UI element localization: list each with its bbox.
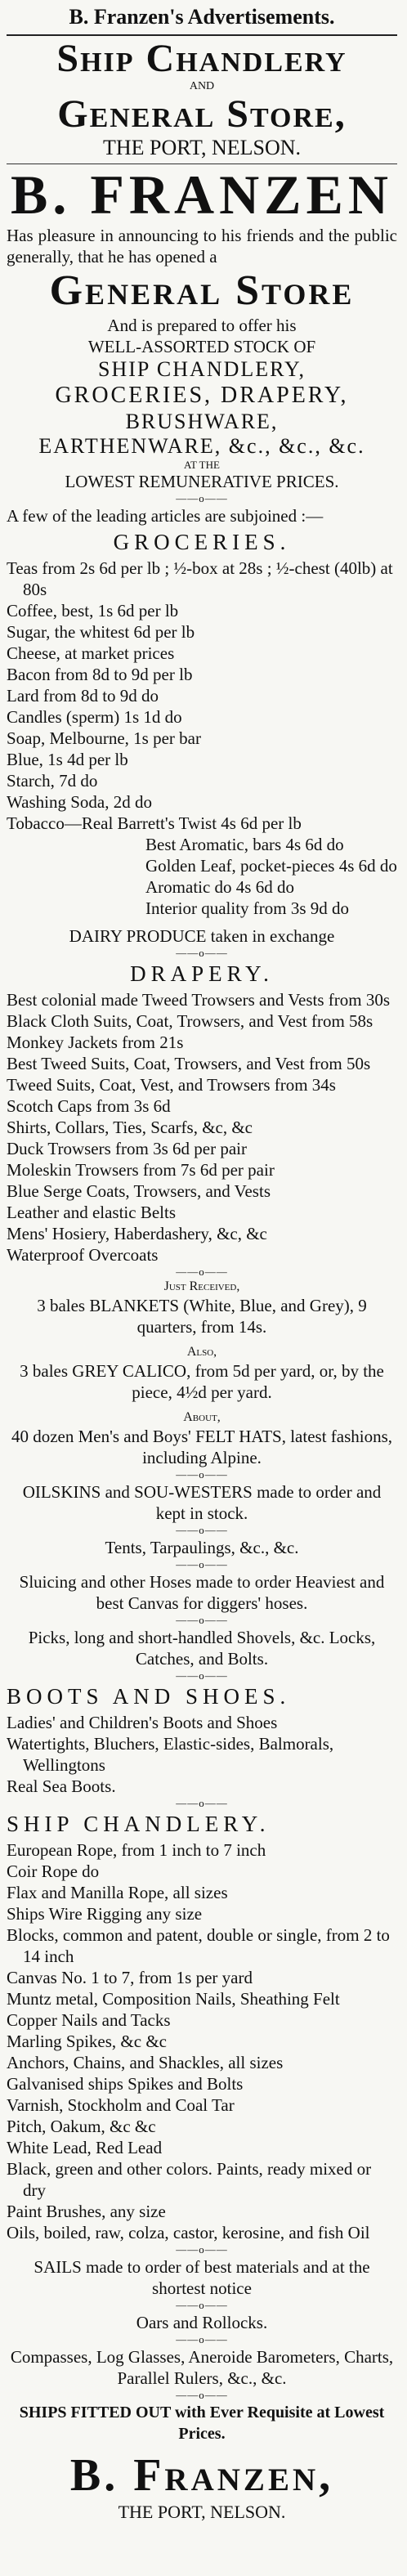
list-item: Anchors, Chains, and Shackles, all sizes xyxy=(7,2053,284,2072)
list-item: Waterproof Overcoats xyxy=(7,1245,159,1265)
lowest-prices-text: LOWEST REMUNERATIVE PRICES. xyxy=(65,472,339,491)
list-item: Starch, 7d do xyxy=(7,771,98,791)
drapery-heading: DRAPERY. xyxy=(130,961,274,986)
groceries-list xyxy=(7,558,397,919)
list-item: Lard from 8d to 9d do xyxy=(7,686,159,706)
title-port: THE PORT, NELSON. xyxy=(102,136,302,159)
list-item: Watertights, Bluchers, Elastic-sides, Balmorals, Wellingtons xyxy=(7,1734,334,1775)
separator: ——o—— xyxy=(176,2243,228,2256)
earthenware-line: EARTHENWARE, &c., &c., &c. xyxy=(38,434,365,458)
list-item: Marling Spikes, &c &c xyxy=(7,2032,167,2051)
separator: ——o—— xyxy=(176,1524,228,1536)
blankets-text: 3 bales BLANKETS (White, Blue, and Grey), 9 quarters, from 14s. xyxy=(37,1296,367,1337)
separator: ——o—— xyxy=(176,1669,228,1682)
groceries-drapery-line: GROCERIES, DRAPERY, xyxy=(55,383,349,408)
list-item: Black Cloth Suits, Coat, Trowsers, and Vest from 58s xyxy=(7,1011,373,1031)
list-item: Cheese, at market prices xyxy=(7,643,175,663)
list-item: Sugar, the whitest 6d per lb xyxy=(7,622,195,642)
title-ship-chandlery: Ship Chandlery xyxy=(56,37,347,80)
list-item: Copper Nails and Tacks xyxy=(7,2010,171,2030)
list-item: White Lead, Red Lead xyxy=(7,2138,163,2157)
list-item: Blue, 1s 4d per lb xyxy=(7,750,128,769)
list-item: Best Tweed Suits, Coat, Trowsers, and Vest from 50s xyxy=(7,1054,371,1073)
picks-text: Picks, long and short-handled Shovels, &c. Locks, Catches, and Bolts. xyxy=(28,1628,376,1669)
separator: ——o—— xyxy=(176,2299,228,2311)
proprietor-name: B. FRANZEN xyxy=(10,164,394,226)
list-item: Scotch Caps from 3s 6d xyxy=(7,1096,171,1116)
articles-intro: A few of the leading articles are subjoined :— xyxy=(7,506,324,526)
list-item: Candles (sperm) 1s 1d do xyxy=(7,707,182,727)
list-item: Coffee, best, 1s 6d per lb xyxy=(7,601,179,620)
compasses-text: Compasses, Log Glasses, Aneroide Barometers, Charts, Parallel Rulers, &c., &c. xyxy=(10,2347,394,2388)
list-item: Golden Leaf, pocket-pieces 4s 6d do xyxy=(145,856,397,876)
header-rule xyxy=(7,34,397,36)
boots-heading: BOOTS AND SHOES. xyxy=(7,1684,291,1709)
list-item: Tobacco—Real Barrett's Twist 4s 6d per lb xyxy=(7,813,302,833)
list-item: Shirts, Collars, Ties, Scarfs, &c, &c xyxy=(7,1118,253,1137)
separator: ——o—— xyxy=(176,1468,228,1481)
separator: ——o—— xyxy=(176,492,228,504)
list-item: Mens' Hosiery, Haberdashery, &c, &c xyxy=(7,1224,267,1243)
chandlery-list xyxy=(7,1839,397,2243)
separator: ——o—— xyxy=(176,1797,228,1809)
list-item: Leather and elastic Belts xyxy=(7,1203,176,1222)
just-received: Just Received, xyxy=(163,1279,240,1293)
oars-text: Oars and Rollocks. xyxy=(136,2313,268,2332)
list-item: Canvas No. 1 to 7, from 1s per yard xyxy=(7,1968,253,1987)
separator: ——o—— xyxy=(176,1614,228,1626)
at-the-text: AT THE xyxy=(184,459,220,471)
tents-text: Tents, Tarpaulings, &c., &c. xyxy=(105,1538,299,1557)
list-item: Duck Trowsers from 3s 6d per pair xyxy=(7,1139,247,1158)
list-item: Flax and Manilla Rope, all sizes xyxy=(7,1883,228,1902)
intro-text: Has pleasure in announcing to his friends and the public generally, that he has opened a xyxy=(7,226,397,267)
oilskins-text: OILSKINS and SOU-WESTERS made to order and kept in stock. xyxy=(22,1482,382,1523)
title-general-store: General Store, xyxy=(57,92,347,136)
sails-text: SAILS made to order of best materials and at the shortest notice xyxy=(34,2257,370,2298)
list-item: Blue Serge Coats, Trowsers, and Vests xyxy=(7,1181,271,1201)
dairy-produce: DAIRY PRODUCE taken in exchange xyxy=(69,926,335,946)
list-item: Bacon from 8d to 9d per lb xyxy=(7,665,193,684)
list-item: Coir Rope do xyxy=(7,1861,100,1881)
brushware-line: BRUSHWARE, xyxy=(125,410,279,433)
list-item: Moleskin Trowsers from 7s 6d per pair xyxy=(7,1160,275,1180)
list-item: Galvanised ships Spikes and Bolts xyxy=(7,2074,244,2094)
list-item: Monkey Jackets from 21s xyxy=(7,1033,184,1052)
list-item: Best Aromatic, bars 4s 6d do xyxy=(145,835,344,854)
boots-list xyxy=(7,1712,397,1797)
list-item: Ladies' and Children's Boots and Shoes xyxy=(7,1713,278,1732)
list-item: Soap, Melbourne, 1s per bar xyxy=(7,728,201,748)
prepared-text: And is prepared to offer his xyxy=(107,316,297,335)
separator: ——o—— xyxy=(176,947,228,959)
general-store-heading: General Store xyxy=(49,267,355,314)
footer-port: THE PORT, NELSON. xyxy=(118,2502,286,2522)
chandlery-heading: SHIP CHANDLERY. xyxy=(7,1812,271,1836)
list-item: Pitch, Oakum, &c &c xyxy=(7,2117,156,2136)
list-item: Black, green and other colors. Paints, ready mixed or dry xyxy=(7,2159,372,2200)
felt-hats-text: 40 dozen Men's and Boys' FELT HATS, latest fashions, including Alpine. xyxy=(11,1427,393,1467)
groceries-heading: GROCERIES. xyxy=(113,530,291,554)
list-item: European Rope, from 1 inch to 7 inch xyxy=(7,1840,266,1860)
well-assorted-text: WELL-ASSORTED STOCK OF xyxy=(87,337,316,356)
list-item: Teas from 2s 6d per lb ; ½-box at 28s ; ½-chest (40lb) at 80s xyxy=(7,558,393,599)
list-item: Real Sea Boots. xyxy=(7,1776,116,1796)
separator: ——o—— xyxy=(176,1266,228,1278)
list-item: Best colonial made Tweed Trowsers and Vests from 30s xyxy=(7,990,391,1010)
list-item: Varnish, Stockholm and Coal Tar xyxy=(7,2095,235,2115)
list-item: Ships Wire Rigging any size xyxy=(7,1904,203,1924)
footer-name: B. Franzen, xyxy=(69,2450,334,2501)
separator: ——o—— xyxy=(176,2389,228,2401)
list-item: Interior quality from 3s 9d do xyxy=(145,898,350,918)
page-header: B. Franzen's Advertisements. xyxy=(69,5,335,29)
list-item: Muntz metal, Composition Nails, Sheathing Felt xyxy=(7,1989,340,2009)
separator: ——o—— xyxy=(176,1558,228,1570)
list-item: Oils, boiled, raw, colza, castor, kerosine, and fish Oil xyxy=(7,2223,370,2242)
title-and: AND xyxy=(189,80,215,92)
hoses-text: Sluicing and other Hoses made to order Heaviest and best Canvas for diggers' hoses. xyxy=(19,1572,385,1613)
also-text: Also, xyxy=(186,1345,217,1359)
ship-chandlery-line: SHIP CHANDLERY, xyxy=(98,357,306,381)
list-item: Paint Brushes, any size xyxy=(7,2202,166,2221)
ships-fitted-text: SHIPS FITTED OUT with Ever Requisite at Lowest Prices. xyxy=(19,2404,385,2443)
separator: ——o—— xyxy=(176,2333,228,2345)
calico-text: 3 bales GREY CALICO, from 5d per yard, or, by the piece, 4½d per yard. xyxy=(20,1361,384,1402)
drapery-list xyxy=(7,989,397,1266)
list-item: Aromatic do 4s 6d do xyxy=(145,877,294,897)
list-item: Blocks, common and patent, double or single, from 2 to 14 inch xyxy=(7,1925,390,1966)
list-item: Tweed Suits, Coat, Vest, and Trowsers from 34s xyxy=(7,1075,336,1095)
list-item: Washing Soda, 2d do xyxy=(7,792,152,812)
about-text: About, xyxy=(183,1410,221,1424)
